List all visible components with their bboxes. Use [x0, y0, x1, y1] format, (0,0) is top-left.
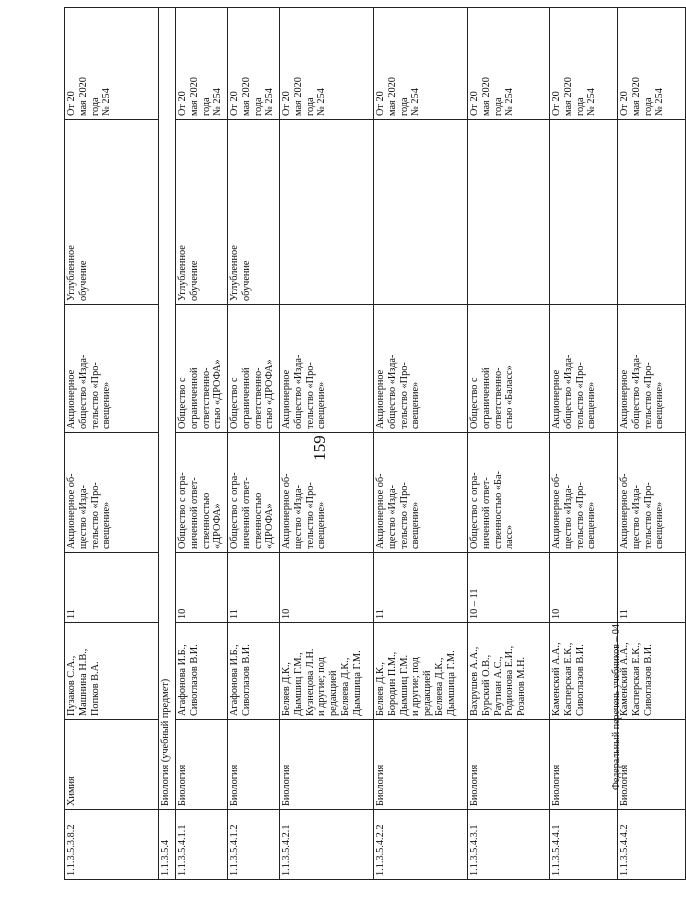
cell-order: От 20 мая 2020 года № 254 — [468, 8, 550, 120]
cell-level — [280, 120, 374, 305]
cell-subject: Биология — [374, 720, 468, 810]
cell-subject: Биология — [550, 720, 618, 810]
cell-publisher: Акционерное об- щество «Изда- тельство «Про- свещение» — [550, 433, 618, 553]
cell-publisher: Общество с огра- ниченной ответ- ственностью «Ба- ласс» — [468, 433, 550, 553]
page-number: 159 — [310, 435, 329, 461]
cell-level — [618, 120, 686, 305]
cell-section: Биология (учебный предмет) — [159, 8, 176, 810]
cell-level: Углубленное обучение — [228, 120, 280, 305]
cell-order: От 20 мая 2020 года № 254 — [228, 8, 280, 120]
cell-grade: 11 — [228, 553, 280, 623]
cell-level: Углубленное обучение — [65, 120, 159, 305]
table-row — [228, 8, 280, 880]
cell-code: 1.1.3.5.4.3.1 — [468, 810, 550, 880]
cell-grade: 10 — [550, 553, 618, 623]
cell-rights: Акционерное общество «Изда- тельство «Про- свещение» — [550, 305, 618, 433]
cell-code: 1.1.3.5.4.1.1 — [176, 810, 228, 880]
cell-publisher: Акционерное об- щество «Изда- тельство «Про- свещение» — [280, 433, 374, 553]
cell-code: 1.1.3.5.4.1.2 — [228, 810, 280, 880]
cell-level — [468, 120, 550, 305]
cell-subject: Химия — [65, 720, 159, 810]
footer-text: Федеральный перечень учебников – 04 — [611, 624, 622, 790]
cell-authors: Пузаков С.А., Машнина Н.В., Попков В.А. — [65, 623, 159, 720]
cell-grade: 10 — [280, 553, 374, 623]
cell-rights: Акционерное общество «Изда- тельство «Про- свещение» — [618, 305, 686, 433]
cell-level: Углубленное обучение — [176, 120, 228, 305]
cell-order: От 20 мая 2020 года № 254 — [65, 8, 159, 120]
cell-publisher: Акционерное об- щество «Изда- тельство «Про- свещение» — [618, 433, 686, 553]
table-row — [618, 8, 686, 880]
section-row — [159, 8, 176, 880]
table-row — [374, 8, 468, 880]
cell-rights: Акционерное общество «Изда- тельство «Про- свещение» — [65, 305, 159, 433]
cell-publisher: Акционерное об- щество «Изда- тельство «Про- свещение» — [374, 433, 468, 553]
cell-order: От 20 мая 2020 года № 254 — [280, 8, 374, 120]
cell-authors: Агафонова И.Б., Сивоглазов В.И. — [228, 623, 280, 720]
cell-code: 1.1.3.5.4.4.2 — [618, 810, 686, 880]
table-row — [468, 8, 550, 880]
cell-subject: Биология — [228, 720, 280, 810]
cell-subject: Биология — [280, 720, 374, 810]
textbook-table — [64, 7, 686, 880]
cell-subject: Биология — [618, 720, 686, 810]
cell-order: От 20 мая 2020 года № 254 — [374, 8, 468, 120]
cell-rights: Общество с ограниченной ответственно- стью «ДРОФА» — [176, 305, 228, 433]
cell-publisher: Общество с огра- ниченной ответ- ственностью «ДРОФА» — [176, 433, 228, 553]
table-row — [65, 8, 159, 880]
cell-publisher: Акционерное об- щество «Изда- тельство «Про- свещение» — [65, 433, 159, 553]
cell-publisher: Общество с огра- ниченной ответ- ственностью «ДРОФА» — [228, 433, 280, 553]
cell-grade: 11 — [65, 553, 159, 623]
cell-authors: Каменский А.А., Касперская Е.К., Сивоглазов В.И. — [618, 623, 686, 720]
cell-code: 1.1.3.5.4 — [159, 810, 176, 880]
cell-code: 1.1.3.5.3.8.2 — [65, 810, 159, 880]
cell-rights: Общество с ограниченной ответственно- стью «ДРОФА» — [228, 305, 280, 433]
cell-rights: Общество с ограниченной ответственно- стью «Баласс» — [468, 305, 550, 433]
cell-authors: Каменский А.А., Касперская Е.К., Сивоглазов В.И. — [550, 623, 618, 720]
cell-code: 1.1.3.5.4.2.1 — [280, 810, 374, 880]
table-row — [280, 8, 374, 880]
cell-rights: Акционерное общество «Изда- тельство «Про- свещение» — [280, 305, 374, 433]
cell-order: От 20 мая 2020 года № 254 — [176, 8, 228, 120]
cell-authors: Беляев Д.К., Дымшиц Г.М., Кузнецова Л.Н. и другие; под редакцией Беляева Д.К., Дымшица Г.М. — [280, 623, 374, 720]
cell-code: 1.1.3.5.4.2.2 — [374, 810, 468, 880]
cell-grade: 11 — [618, 553, 686, 623]
cell-level — [374, 120, 468, 305]
cell-authors: Вахрушев А.А., Бурский О.В., Раутиан А.С., Родионова Е.И., Розанов М.Н. — [468, 623, 550, 720]
cell-order: От 20 мая 2020 года № 254 — [618, 8, 686, 120]
table-row — [176, 8, 228, 880]
cell-code: 1.1.3.5.4.4.1 — [550, 810, 618, 880]
cell-rights: Акционерное общество «Изда- тельство «Про- свещение» — [374, 305, 468, 433]
cell-order: От 20 мая 2020 года № 254 — [550, 8, 618, 120]
cell-subject: Биология — [176, 720, 228, 810]
table-row — [550, 8, 618, 880]
cell-grade: 10 – 11 — [468, 553, 550, 623]
cell-level — [550, 120, 618, 305]
cell-grade: 10 — [176, 553, 228, 623]
cell-authors: Беляев Д.К., Бородин П.М., Дымшиц Г.М. и другие; под редакцией Беляева Д.К., Дымшица Г.М. — [374, 623, 468, 720]
cell-subject: Биология — [468, 720, 550, 810]
cell-authors: Агафонова И.Б., Сивоглазов В.И. — [176, 623, 228, 720]
cell-grade: 11 — [374, 553, 468, 623]
